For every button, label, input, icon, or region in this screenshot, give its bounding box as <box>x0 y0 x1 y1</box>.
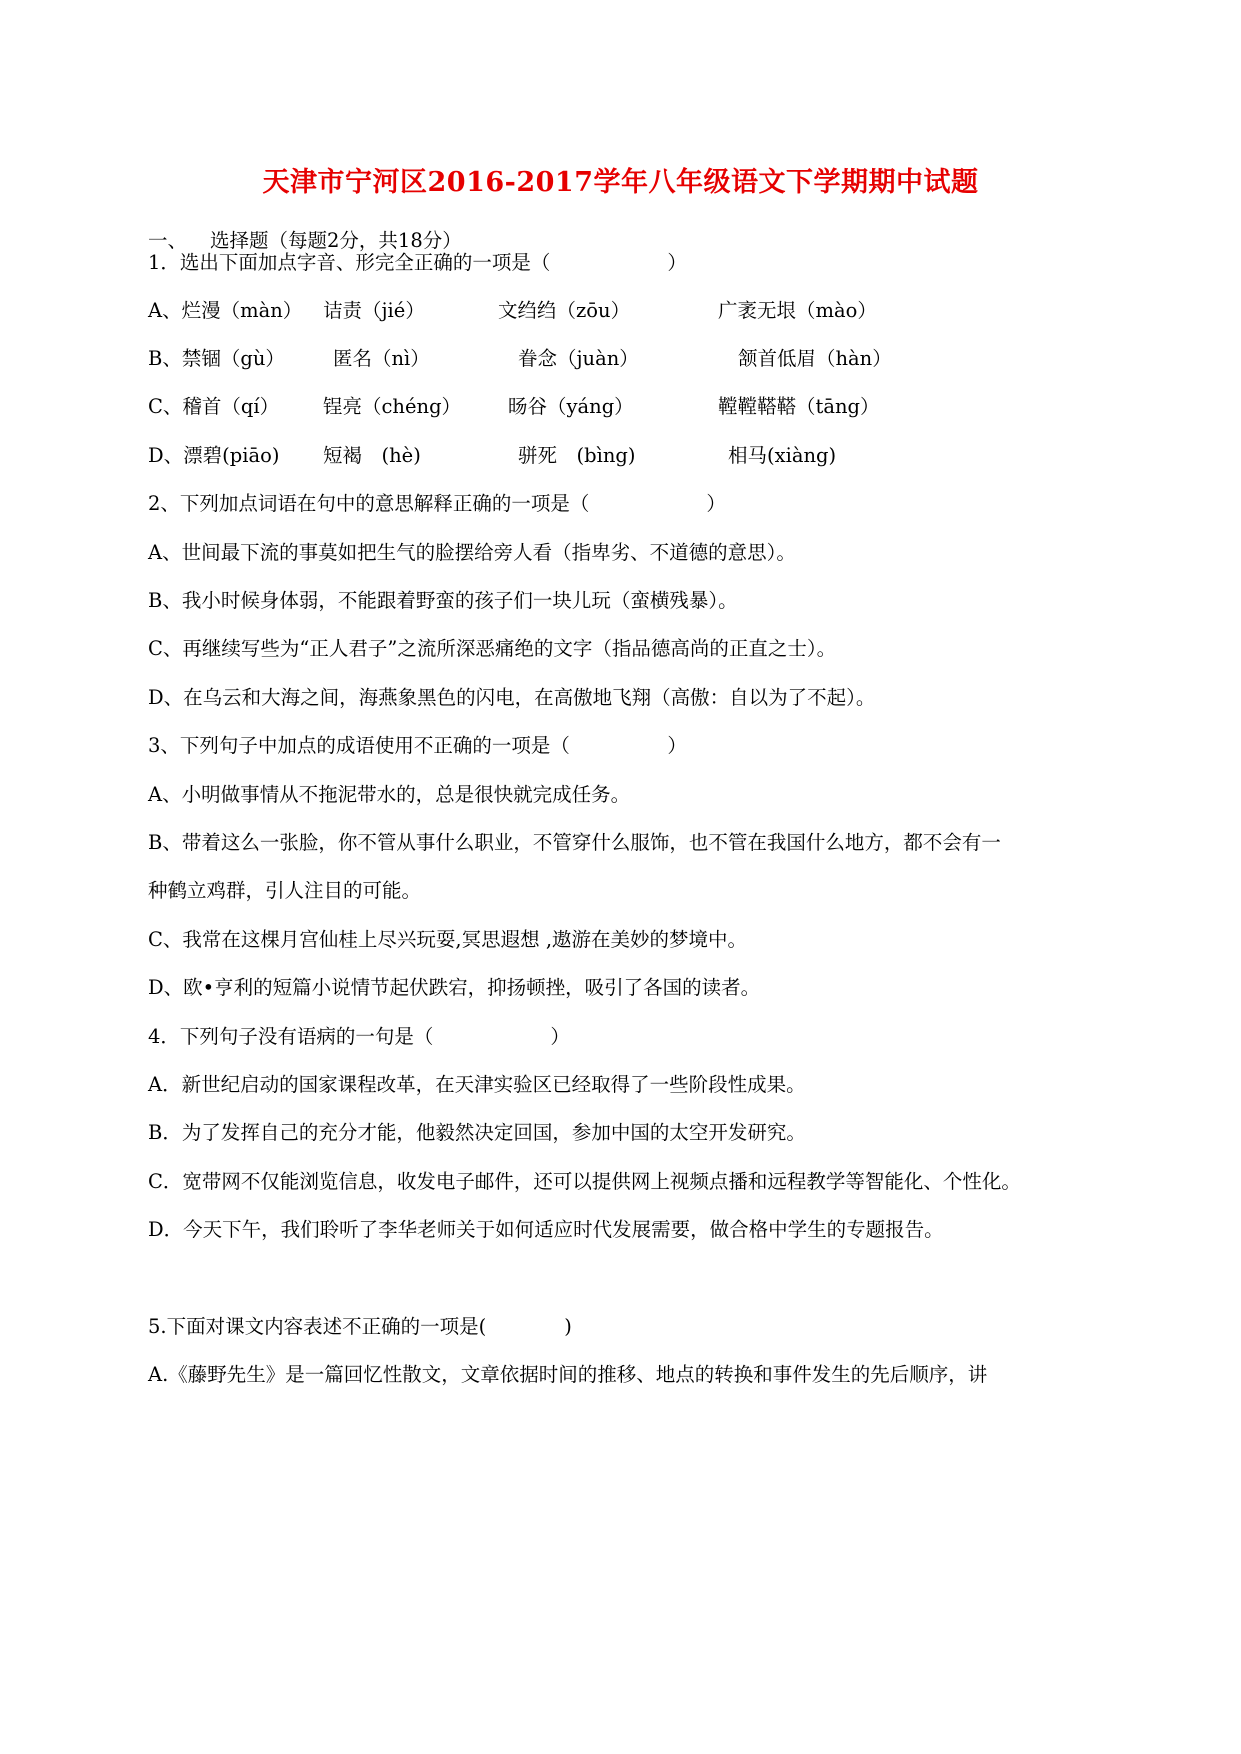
q1-a-item-2: 诘责（jié） <box>323 299 425 322</box>
q1-c-item-1: C、稽首（qí） <box>148 395 280 418</box>
q1-option-c <box>148 394 1108 420</box>
q1-d-item-4: 相马(xiàng) <box>728 444 837 467</box>
q1-a-item-3: 文绉绉（zōu） <box>498 299 631 322</box>
question-4: 4．下列句子没有语病的一句是（ ） <box>148 1025 570 1048</box>
q3-option-b: B、带着这么一张脸，你不管从事什么职业，不管穿什么服饰，也不管在我国什么地方，都不会有一 <box>148 831 1001 854</box>
q2-option-d: D、在乌云和大海之间，海燕象黑色的闪电，在高傲地飞翔（高傲：自以为了不起）。 <box>148 686 876 709</box>
q1-d-item-3: 骈死 (bìng) <box>518 444 636 467</box>
q1-d-item-1: D、漂碧(piāo) <box>148 444 280 467</box>
section-heading: 选择题（每题2分，共18分） <box>210 229 462 252</box>
q1-b-item-4: 颔首低眉（hàn） <box>738 347 892 370</box>
q2-option-b: B、我小时候身体弱，不能跟着野蛮的孩子们一块儿玩（蛮横残暴）。 <box>148 589 738 612</box>
q3-option-d: D、欧•亨利的短篇小说情节起伏跌宕，抑扬顿挫，吸引了各国的读者。 <box>148 976 761 999</box>
q5-option-a: A.《藤野先生》是一篇回忆性散文，文章依据时间的推移、地点的转换和事件发生的先后顺序，讲 <box>148 1363 988 1386</box>
q1-c-item-2: 锃亮（chéng） <box>323 395 462 418</box>
q3-option-c: C、我常在这棵月宫仙桂上尽兴玩耍,冥思遐想 ,遨游在美妙的梦境中。 <box>148 928 748 951</box>
question-3: 3、下列句子中加点的成语使用不正确的一项是（ ） <box>148 734 687 757</box>
q1-a-item-4: 广袤无垠（mào） <box>718 299 877 322</box>
q4-option-a: A．新世纪启动的国家课程改革，在天津实验区已经取得了一些阶段性成果。 <box>148 1073 806 1096</box>
question-2: 2、下列加点词语在句中的意思解释正确的一项是（ ） <box>148 492 726 515</box>
q1-d-item-2: 短褐 (hè) <box>323 444 421 467</box>
q4-option-d: D．今天下午，我们聆听了李华老师关于如何适应时代发展需要，做合格中学生的专题报告。 <box>148 1218 944 1241</box>
q2-option-a: A、世间最下流的事莫如把生气的脸摆给旁人看（指卑劣、不道德的意思）。 <box>148 541 796 564</box>
q1-b-item-1: B、禁锢（gù） <box>148 347 285 370</box>
q1-option-d <box>148 443 1108 469</box>
question-1: 1．选出下面加点字音、形完全正确的一项是（ ） <box>148 251 687 274</box>
q1-b-item-2: 匿名（nì） <box>333 347 430 370</box>
exam-title: 天津市宁河区2016-2017学年八年级语文下学期期中试题 <box>262 167 979 198</box>
q3-option-a: A、小明做事情从不拖泥带水的，总是很快就完成任务。 <box>148 783 631 806</box>
q3-option-b-continued: 种鹤立鸡群，引人注目的可能。 <box>148 879 422 902</box>
q1-c-item-3: 旸谷（yáng） <box>508 395 634 418</box>
q1-c-item-4: 鞺鞺鞳鞳（tāng） <box>718 395 880 418</box>
q1-b-item-3: 眷念（juàn） <box>518 347 639 370</box>
section-number: 一、 <box>148 229 188 252</box>
q4-option-c: C．宽带网不仅能浏览信息，收发电子邮件，还可以提供网上视频点播和远程教学等智能化、个性化。 <box>148 1170 1021 1193</box>
q1-option-b <box>148 346 1108 372</box>
q1-option-a <box>148 298 1108 324</box>
question-5: 5.下面对课文内容表述不正确的一项是( ) <box>148 1315 572 1338</box>
q1-a-item-1: A、烂漫（màn） <box>148 299 303 322</box>
q4-option-b: B．为了发挥自己的充分才能，他毅然决定回国，参加中国的太空开发研究。 <box>148 1121 806 1144</box>
q2-option-c: C、再继续写些为“正人君子”之流所深恶痛绝的文字（指品德高尚的正直之士）。 <box>148 637 837 660</box>
